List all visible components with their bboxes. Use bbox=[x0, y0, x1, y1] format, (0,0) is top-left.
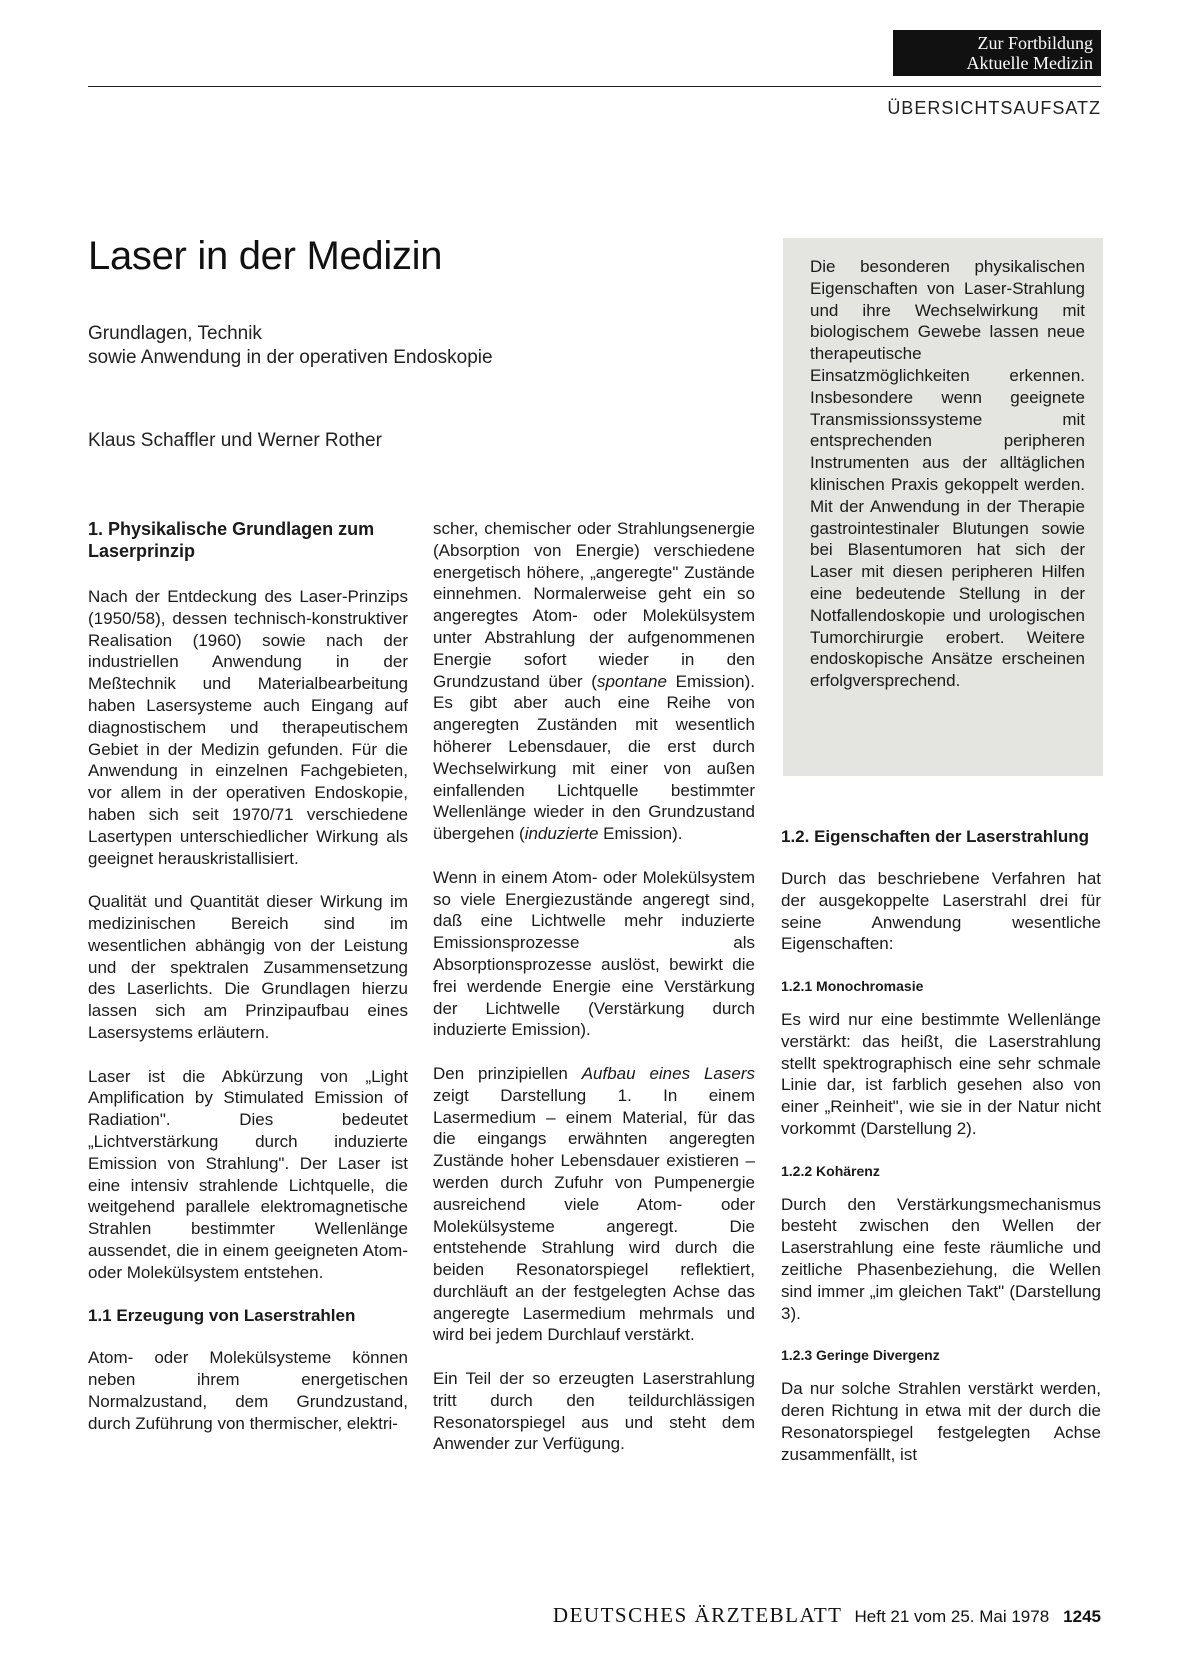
subtitle-line-2: sowie Anwendung in der operativen Endoskopie bbox=[88, 347, 493, 368]
section-heading-1: 1. Physikalische Grundlagen zum Laserprinzip bbox=[88, 519, 375, 561]
section-heading-1-1: 1.1 Erzeugung von Laserstrahlen bbox=[88, 1306, 356, 1326]
page-footer bbox=[553, 1603, 1101, 1628]
text-run: Emission). Es gibt aber auch eine Reihe von angeregten Zuständen mit wesentlich höherer Lebensdauer, die erst durch Wechselwirkung mit einer von außen einfallenden Lichtquelle bestimmter Wellenlänge wieder in den Grundzustand übergehen ( bbox=[433, 671, 755, 844]
subheading-monochromasie: 1.2.1 Monochromasie bbox=[781, 977, 924, 994]
issue-info: Heft 21 vom 25. Mai 1978 bbox=[854, 1607, 1050, 1626]
text-run: scher, chemischer oder Strahlungsenergie (Absorption von Energie) verschiedene energetisch höhere, „angeregte" Zustände einnehmen. Normalerweise geht ein so angeregtes Atom- oder Molekülsystem unter Abstrahlung der aufgenommenen Energie sofort wieder in den Grundzustand über ( bbox=[433, 519, 755, 691]
page-number: 1245 bbox=[1063, 1607, 1101, 1626]
paragraph bbox=[433, 1063, 755, 1346]
column-3 bbox=[781, 826, 1101, 1487]
abstract-box: Die besonderen physikalischen Eigenschaften von Laser-Strahlung und ihre Wechselwirkung mit biologischem Gewebe lassen neue therapeutische Einsatzmöglichkeiten erkennen. Insbesondere wenn geeignete Transmissionssysteme mit entsprechenden peripheren Instrumenten aus der alltäglichen klinischen Praxis gekoppelt werden. Mit der Anwendung in der Therapie gastrointestinaler Blutungen sowie bei Blasentumoren hat sich der Laser mit diesen peripheren Hilfen eine bedeutende Stellung in der Notfallendoskopie und urologischen Tumorchirurgie erobert. Weitere endoskopische Ansätze erscheinen erfolgversprechend. bbox=[783, 238, 1103, 776]
emphasis: Aufbau eines Lasers bbox=[581, 1063, 755, 1083]
paragraph: Wenn in einem Atom- oder Molekülsystem so viele Energiezustände angeregt sind, daß eine Lichtwelle mehr induzierte Emissionsprozesse als Absorptionsprozesse auslöst, bewirkt die frei werdende Energie eine Verstärkung der Lichtwelle (Verstärkung durch induzierte Emission). bbox=[433, 867, 755, 1040]
article-subtitle bbox=[88, 322, 493, 370]
text-run: zeigt Darstellung 1. In einem Lasermedium – einem Material, für das die eingangs erwähnten angeregten Zustände hoher Lebensdauer existieren – werden durch Zufuhr von Pumpenergie ausreichend viele Atom- oder Molekülsysteme angeregt. Die entstehende Strahlung wird durch die beiden Resonatorspiegel reflektiert, durchläuft an der festgelegten Achse das angeregte Lasermedium mehrmals und wird bei jedem Durchlauf verstärkt. bbox=[433, 1085, 755, 1345]
journal-name: DEUTSCHES ÄRZTEBLATT bbox=[552, 1603, 843, 1627]
column-2 bbox=[433, 518, 755, 1477]
emphasis: induzierte bbox=[524, 824, 599, 844]
paragraph: Nach der Entdeckung des Laser-Prinzips (1950/58), dessen technisch-konstruktiver Realisation (1960) sowie nach der industriellen Anwendung in der Meßtechnik und Materialbearbeitung haben Lasersysteme auch Eingang auf diagnostischem und therapeutischem Gebiet in der Medizin gefunden. Für die Anwendung in einzelnen Fachgebieten, vor allem in der operativen Endoskopie, haben sich seit 1970/71 verschiedene Lasertypen unterschiedlicher Wirkung als geeignet herauskristallisiert. bbox=[88, 587, 408, 868]
paragraph: Atom- oder Molekülsysteme können neben ihrem energetischen Normalzustand, dem Grundzustand, durch Zuführung von thermischer, elektri- bbox=[88, 1348, 408, 1433]
text-run: Den prinzipiellen bbox=[433, 1063, 582, 1083]
subtitle-line-1: Grundlagen, Technik bbox=[88, 323, 262, 344]
section-badge bbox=[893, 30, 1101, 76]
paragraph: Durch den Verstärkungsmechanismus besteht zwischen den Wellen der Laserstrahlung eine feste räumliche und zeitliche Phasenbeziehung, die Wellen sind immer „im gleichen Takt" (Darstellung 3). bbox=[781, 1194, 1101, 1323]
paragraph: Laser ist die Abkürzung von „Light Amplification by Stimulated Emission of Radiation". Dies bedeutet „Lichtverstärkung durch induzierte Emission von Strahlung". Der Laser ist eine intensiv strahlende Lichtquelle, die weitgehend parallele elektromagnetische Strahlen bestimmter Wellenlänge aussendet, die in einem geeigneten Atom- oder Molekülsystem entstehen. bbox=[88, 1066, 408, 1282]
paragraph: Es wird nur eine bestimmte Wellenlänge verstärkt: das heißt, die Laserstrahlung stellt spektrographisch eine sehr schmale Linie dar, ist farblich gesehen also von einer „Reinheit", wie sie in der Natur nicht vorkommt (Darstellung 2). bbox=[781, 1009, 1101, 1138]
article-authors: Klaus Schaffler und Werner Rother bbox=[88, 430, 382, 451]
section-label: ÜBERSICHTSAUFSATZ bbox=[887, 98, 1101, 118]
section-heading-1-2: 1.2. Eigenschaften der Laserstrahlung bbox=[781, 827, 1089, 846]
paragraph: Da nur solche Strahlen verstärkt werden, deren Richtung in etwa mit der durch die Resonatorspiegel festgelegten Achse zusammenfällt, ist bbox=[781, 1379, 1101, 1464]
column-1 bbox=[88, 518, 408, 1456]
emphasis: spontane bbox=[596, 671, 667, 691]
subheading-divergenz: 1.2.3 Geringe Divergenz bbox=[781, 1347, 940, 1364]
badge-line-2: Aktuelle Medizin bbox=[966, 53, 1093, 73]
paragraph: Durch das beschriebene Verfahren hat der ausgekoppelte Laserstrahl drei für seine Anwendung wesentliche Eigenschaften: bbox=[781, 869, 1101, 954]
subheading-kohaerenz: 1.2.2 Kohärenz bbox=[781, 1162, 880, 1179]
article-title: Laser in der Medizin bbox=[88, 234, 443, 278]
paragraph: Qualität und Quantität dieser Wirkung im medizinischen Bereich sind im wesentlichen abhängig von der Leistung und der spektralen Zusammensetzung des Laserlichts. Die Grundlagen hierzu lassen sich am Prinzipaufbau eines Lasersystems erläutern. bbox=[88, 892, 408, 1042]
text-run: Emission). bbox=[598, 824, 683, 844]
paragraph: Ein Teil der so erzeugten Laserstrahlung tritt durch den teildurchlässigen Resonatorspiegel aus und steht dem Anwender zur Verfügung. bbox=[433, 1369, 755, 1454]
badge-line-1: Zur Fortbildung bbox=[977, 33, 1093, 53]
paragraph bbox=[433, 518, 755, 845]
header-rule bbox=[88, 86, 1101, 87]
